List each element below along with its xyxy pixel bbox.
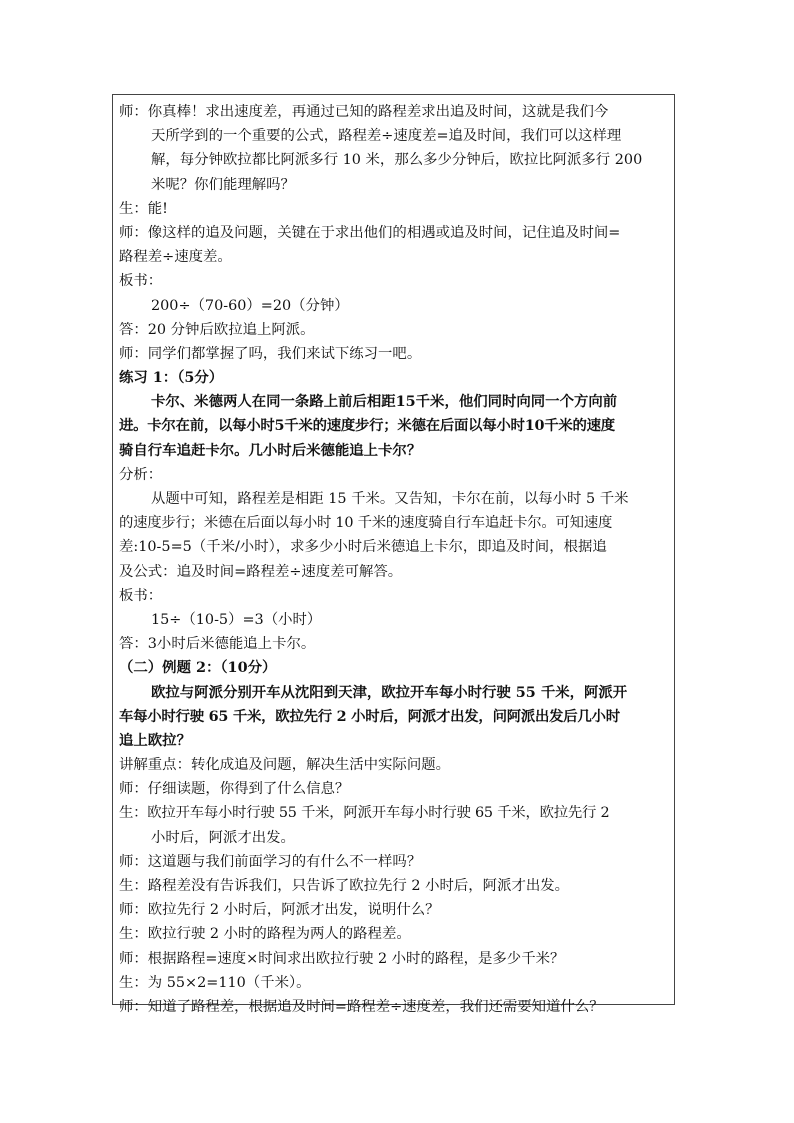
text-line: 生：欧拉行驶 2 小时的路程为两人的路程差。 xyxy=(119,926,411,943)
text-line: 师：你真棒！求出速度差，再通过已知的路程差求出追及时间，这就是我们今 xyxy=(119,104,609,120)
example-problem-line: 欧拉与阿派分别开车从沈阳到天津，欧拉开车每小时行驶 55 千米，阿派开 xyxy=(151,683,628,701)
text-line: 小时后，阿派才出发。 xyxy=(151,829,295,846)
exercise-problem-line: 进。卡尔在前，以每小时5千米的速度步行；米德在后面以每小时10千米的速度 xyxy=(119,417,615,435)
example-heading: （二）例题 2：（10分） xyxy=(119,659,277,677)
text-line: 师：知道了路程差，根据追及时间=路程差÷速度差，我们还需要知道什么？ xyxy=(119,998,604,1015)
text-line: 板书： xyxy=(119,273,163,290)
example-problem-line: 车每小时行驶 65 千米，欧拉先行 2 小时后，阿派才出发，问阿派出发后几小时 xyxy=(119,707,620,725)
example-problem-line: 追上欧拉？ xyxy=(119,731,191,749)
formula-line: 15÷（10-5）=3（小时） xyxy=(151,611,322,628)
text-line: 讲解重点：转化成追及问题，解决生活中实际问题。 xyxy=(119,757,450,774)
exercise-heading: 练习 1：（5分） xyxy=(119,369,224,387)
text-line: 生：路程差没有告诉我们，只告诉了欧拉先行 2 小时后，阿派才出发。 xyxy=(119,878,570,894)
analysis-line: 从题中可知，路程差是相距 15 千米。又告知，卡尔在前，以每小时 5 千米 xyxy=(151,491,629,507)
text-line: 生：能! xyxy=(119,200,168,217)
text-line: 分析： xyxy=(119,466,163,483)
text-line: 师：同学们都掌握了吗，我们来试下练习一吧。 xyxy=(119,345,422,362)
answer-line: 答：20 分钟后欧拉追上阿派。 xyxy=(119,321,315,338)
text-line: 师：根据路程=速度×时间求出欧拉行驶 2 小时的路程，是多少千米？ xyxy=(119,950,565,967)
analysis-line: 的速度步行；米德在后面以每小时 10 千米的速度骑自行车追赶卡尔。可知速度 xyxy=(119,515,613,532)
text-line: 米呢？你们能理解吗？ xyxy=(151,176,295,193)
text-line: 路程差÷速度差。 xyxy=(119,249,232,266)
text-line: 师：这道题与我们前面学习的有什么不一样吗？ xyxy=(119,853,422,870)
analysis-line: 及公式：追及时间=路程差÷速度差可解答。 xyxy=(119,563,403,580)
text-line: 天所学到的一个重要的公式，路程差÷速度差=追及时间，我们可以这样理 xyxy=(151,128,622,145)
text-line: 师：欧拉先行 2 小时后，阿派才出发，说明什么？ xyxy=(119,902,440,919)
formula-line: 200÷（70-60）=20（分钟） xyxy=(151,297,349,314)
text-line: 师：像这样的追及问题，关键在于求出他们的相遇或追及时间，记住追及时间= xyxy=(119,224,621,241)
text-line: 生：欧拉开车每小时行驶 55 千米，阿派开车每小时行驶 65 千米，欧拉先行 2 xyxy=(119,805,610,822)
lesson-plan-cell xyxy=(112,94,675,1015)
answer-line: 答：3小时后米德能追上卡尔。 xyxy=(119,636,316,653)
text-line: 师：仔细读题，你得到了什么信息？ xyxy=(119,781,350,798)
exercise-problem-line: 卡尔、米德两人在同一条路上前后相距15千米，他们同时向同一个方向前 xyxy=(151,393,618,411)
text-line: 生：为 55×2=110（千米）。 xyxy=(119,974,311,991)
analysis-line: 差:10-5=5（千米/小时），求多少小时后米德追上卡尔，即追及时间，根据追 xyxy=(119,539,607,556)
exercise-problem-line: 骑自行车追赶卡尔。几小时后米德能追上卡尔？ xyxy=(119,441,422,459)
text-line: 板书： xyxy=(119,587,163,604)
text-line: 解，每分钟欧拉都比阿派多行 10 米，那么多少分钟后，欧拉比阿派多行 200 xyxy=(151,152,643,169)
